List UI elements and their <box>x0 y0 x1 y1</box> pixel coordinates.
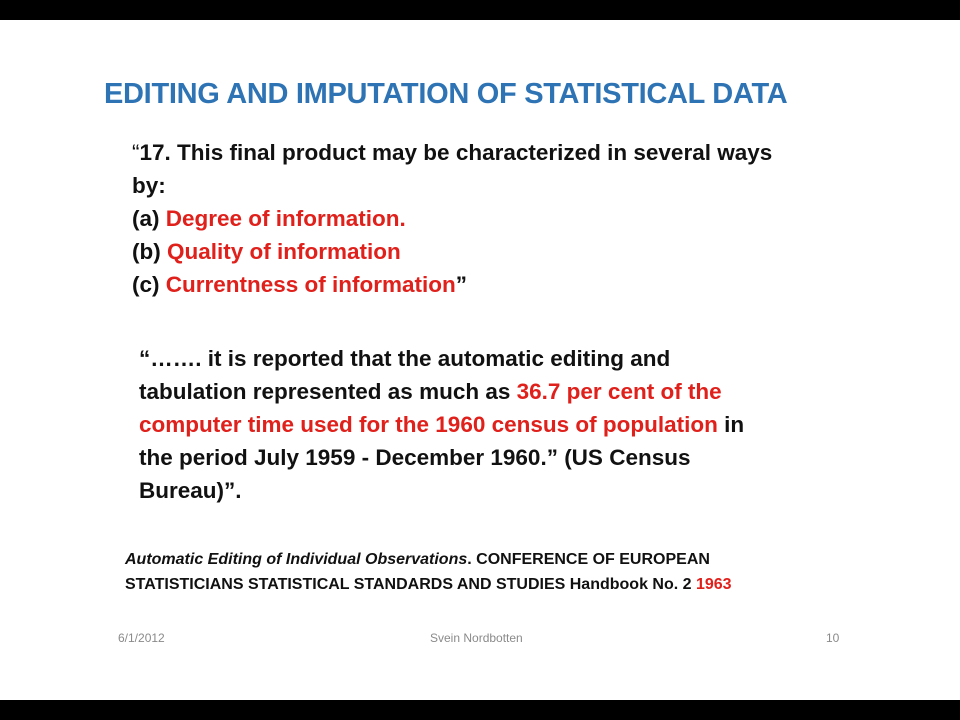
list-marker-a: (a) <box>132 206 166 231</box>
quote2-line-5: Bureau)”. <box>139 478 242 503</box>
list-text-quality: Quality of information <box>166 239 401 264</box>
citation-line-2 <box>125 572 845 597</box>
list-text-degree: Degree of information. <box>165 206 406 231</box>
quote1-line-1 <box>132 136 832 169</box>
slide-title: EDITING AND IMPUTATION OF STATISTICAL DATA <box>104 78 788 110</box>
highlight-percentage: 36.7 per cent of the <box>516 379 722 404</box>
quote2-text-2: tabulation represented as much as <box>139 379 517 404</box>
list-marker-b: (b) <box>132 239 167 264</box>
quote-census-bureau <box>139 342 819 507</box>
quote1-text-1: 17. This final product may be characterized in several ways <box>139 140 773 165</box>
list-item-b <box>132 235 832 268</box>
citation-year: 1963 <box>695 576 732 593</box>
open-quote-mark: “ <box>132 140 140 165</box>
slide <box>0 20 960 700</box>
list-marker-c: (c) <box>132 272 166 297</box>
quote2-line-1: “……. it is reported that the automatic editing and <box>139 346 671 371</box>
highlight-computer-time: computer time used for the 1960 census of population <box>139 412 718 437</box>
citation-conference: . CONFERENCE OF EUROPEAN <box>467 551 710 568</box>
quote2-text-3: in <box>717 412 745 437</box>
citation-line-1 <box>125 547 845 572</box>
footer-author: Svein Nordbotten <box>430 631 523 645</box>
quote2-line-2 <box>139 375 819 408</box>
close-quote-mark: ” <box>455 272 468 297</box>
footer-page-number: 10 <box>826 631 840 645</box>
list-item-c <box>132 268 832 301</box>
list-text-currentness: Currentness of information <box>165 272 456 297</box>
citation-title: Automatic Editing of Individual Observations <box>125 551 468 568</box>
citation-series: STATISTICIANS STATISTICAL STANDARDS AND STUDIES Handbook No. 2 <box>125 576 696 593</box>
quote1-line-2: by: <box>132 173 166 198</box>
quote2-line-3 <box>139 408 819 441</box>
quote2-line-4: the period July 1959 - December 1960.” (US Census <box>139 445 691 470</box>
source-citation <box>125 547 845 597</box>
quote-characterization <box>132 136 832 301</box>
footer-date: 6/1/2012 <box>118 631 165 645</box>
list-item-a <box>132 202 832 235</box>
